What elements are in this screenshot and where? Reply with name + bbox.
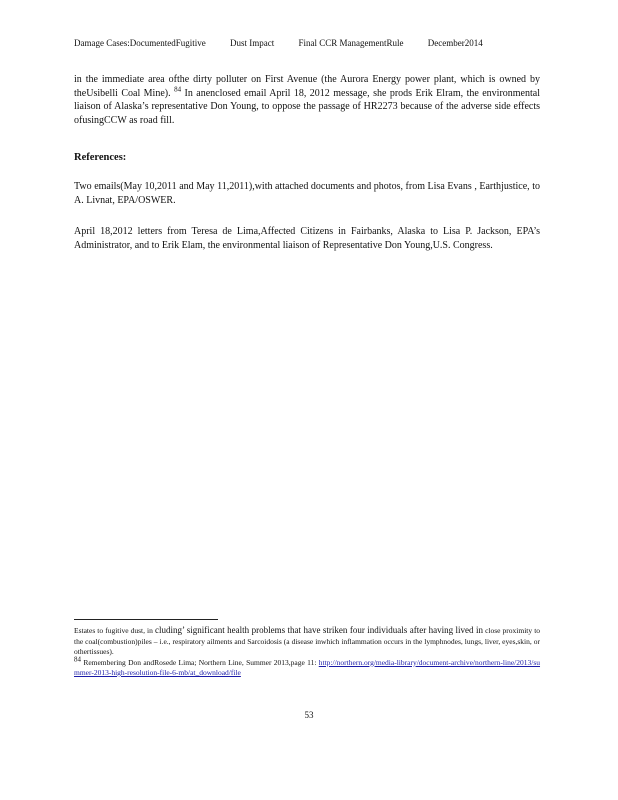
header-item-date: December2014 bbox=[427, 38, 483, 48]
footnote-number: 84 bbox=[74, 655, 81, 663]
page-number: 53 bbox=[304, 710, 314, 720]
footnote-text: Estates to fugitive dust, in bbox=[74, 626, 153, 635]
footnote-link[interactable]: http://northern.org/media-library/document-archive/northern-line/2013/summer-2013-high-resolution-file-6-mb/at_download/file bbox=[74, 657, 541, 677]
footnote-reference[interactable]: 84 bbox=[174, 85, 182, 94]
references-heading: References: bbox=[74, 152, 127, 163]
footnote-84 bbox=[74, 655, 541, 679]
footnote-text: Remembering Don andRosede Lima; Northern Line, Summer 2013,page 11: bbox=[83, 657, 317, 667]
footnote-text: cluding’ significant health problems that have striken four individuals after having lived in bbox=[154, 625, 483, 635]
header-item-category: Damage Cases:DocumentedFugitive bbox=[74, 38, 206, 48]
paragraph-text: in the immediate area ofthe dirty polluter on First Avenue (the Aurora Energy power plant, which is owned by theUsibelli Coal Mine). bbox=[74, 74, 540, 99]
paragraph-text: In anenclosed email April 18, 2012 message, she prods Erik Elram, the environmental liaison of Alaska’s representative Don Young, to oppose the passage of HR2273 because of the adverse side effects ofusingCCW as road fill. bbox=[74, 87, 540, 126]
body-paragraph-continued bbox=[74, 73, 540, 127]
footnote-text: close proximity to the coal(combustion)piles – i.e., respiratory ailments and Sarcoidosis (a disease inwhich inflammation occurs in the lymphnodes, lungs, liver, eyes,skin, or othertissues). bbox=[74, 626, 541, 656]
reference-entry-emails: Two emails(May 10,2011 and May 11,2011),with attached documents and photos, from Lisa Evans , Earthjustice, to A. Livnat, EPA/OSWER. bbox=[74, 181, 540, 206]
running-header bbox=[74, 38, 505, 48]
footnote-83 bbox=[74, 625, 540, 658]
footnotes-section bbox=[74, 625, 540, 679]
footnote-separator bbox=[74, 619, 218, 620]
reference-entry-letters: April 18,2012 letters from Teresa de Lima,Affected Citizens in Fairbanks, Alaska to Lisa P. Jackson, EPA’s Administrator, and to Erik Elam, the environmental liaison of Representative Don Young,U.S. Congress. bbox=[74, 226, 540, 251]
header-item-rule: Final CCR ManagementRule bbox=[298, 38, 404, 48]
header-item-topic: Dust Impact bbox=[229, 38, 275, 48]
